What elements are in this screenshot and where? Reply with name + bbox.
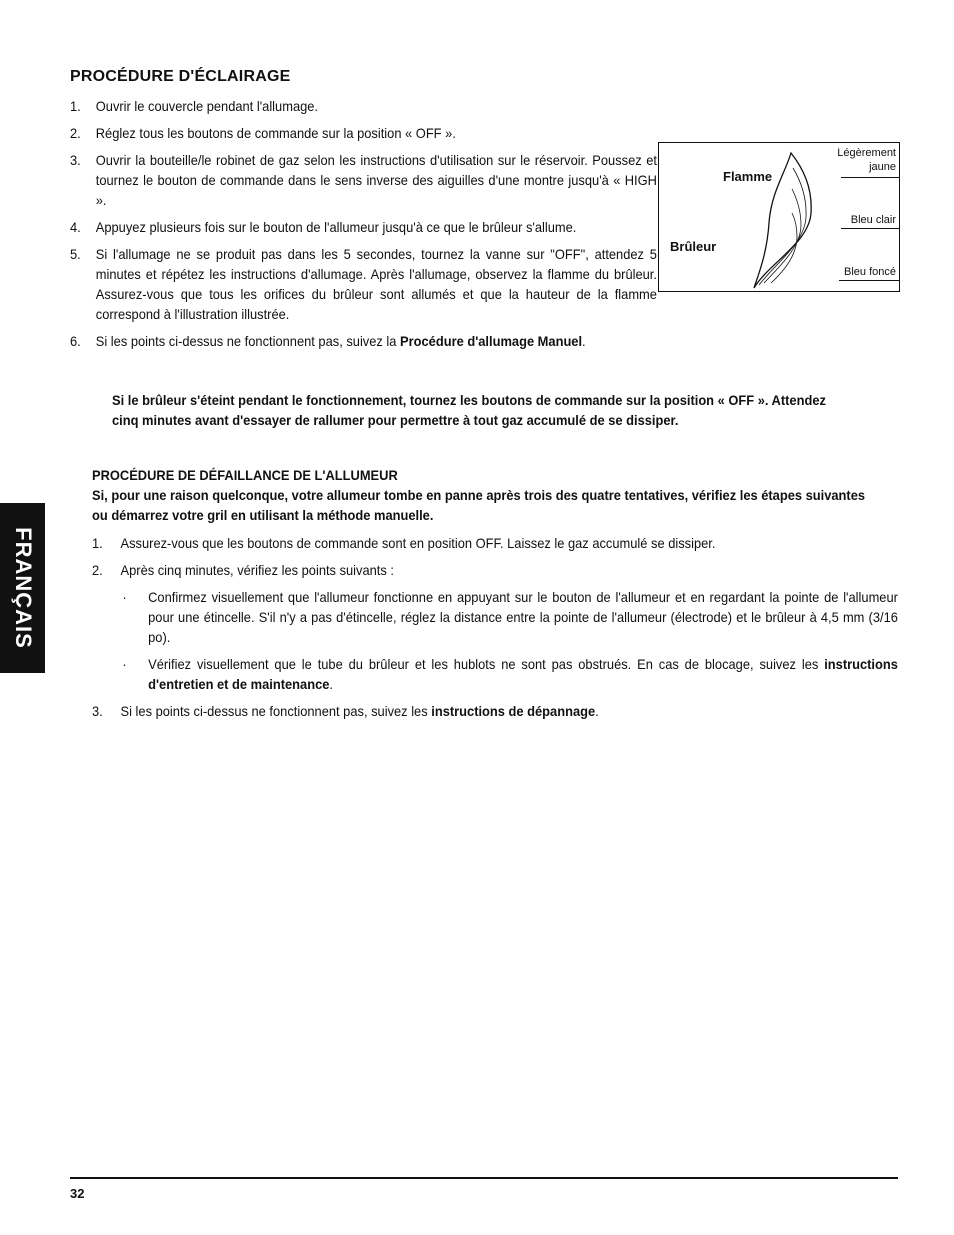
manual-lighting-link-text: Procédure d'allumage Manuel [400,333,583,349]
sub-item-text: Confirmez visuellement que l'allumeur fonctionne en appuyant sur le bouton de l'allumeur et en regardant la pointe de l'allumeur pour une étincelle. S'il n'y a pas d'étincelle, réglez la distance entre la pointe de l'allumeur (électrode) et le brûleur à 4,5 mm (3/16 po). [148,589,898,645]
warning-text: Si le brûleur s'éteint pendant le fonctionnement, tournez les boutons de commande sur la position « OFF ». Attendez cinq minutes avant d'essayer de rallumer pour permettre à tout gaz accumulé de se dissiper. [112,392,826,428]
list-item [92,701,898,721]
list-item [92,533,898,553]
item-text: Ouvrir la bouteille/le robinet de gaz selon les instructions d'utilisation sur le réservoir. Poussez et tournez le bouton de commande dans le sens inverse des aiguilles d'une montre jusqu'à « HIGH ». [95,152,657,208]
burner-label: Brûleur [670,239,717,254]
slightly-yellow-line1: Légèrement [837,147,896,159]
sub-list-item [92,587,898,647]
list-item [92,560,898,580]
item-text: Réglez tous les boutons de commande sur la position « OFF ». [95,125,456,141]
item-text: Assurez-vous que les boutons de commande sont en position OFF. Laissez le gaz accumulé se dissiper. [120,535,716,551]
slightly-yellow-label [837,146,896,174]
list-item [70,217,657,237]
dark-blue-leader-line [839,280,899,281]
list-item [70,331,657,351]
flame-label: Flamme [723,169,773,184]
item-text: Ouvrir le couvercle pendant l'allumage. [95,98,319,114]
section-intro: Si, pour une raison quelconque, votre allumeur tombe en panne après trois des quatre tentatives, vérifiez les étapes suivantes ou démarrez votre gril en utilisant la méthode manuelle. [92,487,866,523]
sub-list-item [92,654,898,694]
item-text: Appuyez plusieurs fois sur le bouton de l'allumeur jusqu'à ce que le brûleur s'allume. [95,219,577,235]
item-number: 1. [70,98,81,114]
item-number: 1. [92,535,103,551]
list-item [70,150,657,210]
ignitor-failure-section [92,465,883,525]
item-number: 6. [70,333,81,349]
list-item [70,96,657,116]
light-blue-leader-line [841,228,899,229]
troubleshooting-instructions-text: instructions de dépannage [431,703,596,719]
bullet-icon: · [122,589,127,605]
slightly-yellow-line2: jaune [869,161,896,173]
item-number: 3. [92,703,103,719]
section-title-lighting: PROCÉDURE D'ÉCLAIRAGE [70,68,291,85]
flame-diagram [658,142,900,292]
sub-item-text: Vérifiez visuellement que le tube du brûleur et les hublots ne sont pas obstrués. En cas de blocage, suivez les [148,656,825,672]
list-item [70,244,657,324]
footer-divider [70,1177,898,1179]
item-number: 3. [70,152,81,168]
item-text: Si les points ci-dessus ne fonctionnent pas, suivez la [95,333,401,349]
maintenance-instructions-text: instructions d'entretien et de maintenance [148,656,898,692]
item-text-end: . [595,703,599,719]
item-text: Si les points ci-dessus ne fonctionnent pas, suivez les [120,703,432,719]
page-number: 32 [70,1186,85,1201]
dark-blue-label: Bleu foncé [844,266,896,278]
item-text: Si l'allumage ne se produit pas dans les 5 secondes, tournez la vanne sur "OFF", attendez 5 minutes et répétez les instructions d'allumage. Après l'allumage, observez la flamme du brûleur. Assurez-vous que tous les orifices du brûleur sont allumés et que la hauteur de la flamme correspond à l'illustration illustrée. [95,246,657,322]
list-item [70,123,657,143]
light-blue-label: Bleu clair [850,214,896,226]
language-side-tab [0,503,45,673]
bullet-icon: · [122,656,127,672]
sub-item-text-end: . [329,676,333,692]
ignitor-steps-list [92,533,942,728]
lighting-steps-list [70,96,657,358]
section-title-ignitor-failure: PROCÉDURE DE DÉFAILLANCE DE L'ALLUMEUR [92,467,398,483]
item-text-end: . [582,333,586,349]
language-tab-label: FRANÇAIS [10,527,36,649]
item-number: 5. [70,246,81,262]
yellow-leader-line [841,177,899,178]
item-number: 2. [70,125,81,141]
item-text: Après cinq minutes, vérifiez les points suivants : [120,562,394,578]
item-number: 4. [70,219,81,235]
item-number: 2. [92,562,103,578]
